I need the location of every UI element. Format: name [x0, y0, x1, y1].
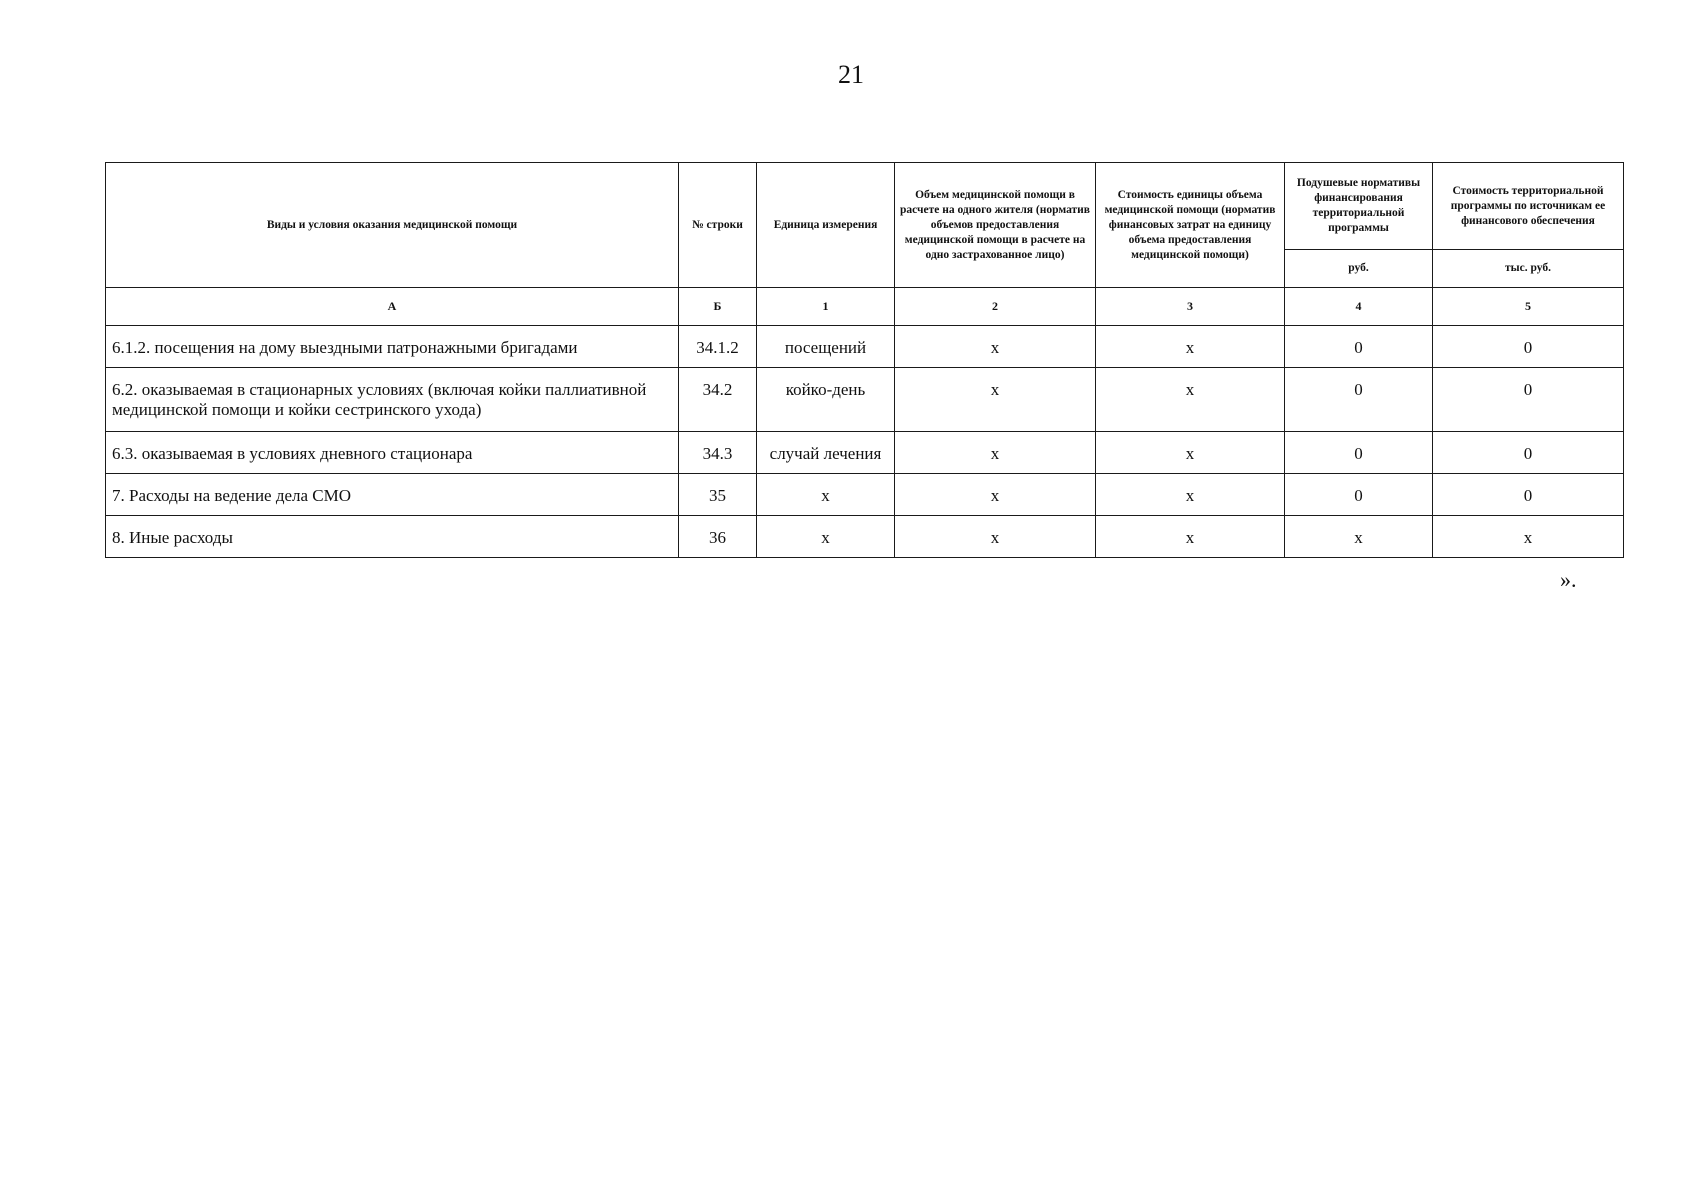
cell-type: 6.3. оказываемая в условиях дневного стационара: [106, 432, 679, 474]
page-number: 21: [838, 60, 864, 89]
header-volume: Объем медицинской помощи в расчете на одного жителя (норматив объемов предоставления медицинской помощи в расчете на одно застрахованное лицо): [895, 163, 1096, 288]
header-per-capita-unit: руб.: [1285, 250, 1433, 288]
cell-row-number: 34.2: [679, 368, 757, 432]
cell-volume: х: [895, 368, 1096, 432]
header-row: [106, 163, 1624, 250]
cell-program-cost: 0: [1433, 326, 1624, 368]
cell-row-number: 35: [679, 474, 757, 516]
header-unit: Единица измерения: [757, 163, 895, 288]
cell-unit-cost: х: [1096, 432, 1285, 474]
column-index-row: [106, 288, 1624, 326]
cell-row-number: 36: [679, 516, 757, 558]
cell-program-cost: 0: [1433, 368, 1624, 432]
cell-row-number: 34.3: [679, 432, 757, 474]
table-row: [106, 474, 1624, 516]
cell-per-capita: 0: [1285, 326, 1433, 368]
table-row: [106, 326, 1624, 368]
cell-unit-cost: х: [1096, 516, 1285, 558]
cell-type: 6.2. оказываемая в стационарных условиях (включая койки паллиативной медицинской помощи и койки сестринского ухода): [106, 368, 679, 432]
cell-unit: х: [757, 474, 895, 516]
column-index: 1: [757, 288, 895, 326]
cell-per-capita: 0: [1285, 432, 1433, 474]
cell-per-capita: х: [1285, 516, 1433, 558]
column-index: Б: [679, 288, 757, 326]
cell-unit-cost: х: [1096, 368, 1285, 432]
closing-quote-mark: ».: [1560, 567, 1577, 592]
cell-row-number: 34.1.2: [679, 326, 757, 368]
cell-type: 6.1.2. посещения на дому выездными патронажными бригадами: [106, 326, 679, 368]
header-type: Виды и условия оказания медицинской помощи: [106, 163, 679, 288]
cell-per-capita: 0: [1285, 474, 1433, 516]
column-index: 4: [1285, 288, 1433, 326]
cell-volume: х: [895, 516, 1096, 558]
cell-volume: х: [895, 326, 1096, 368]
cell-type: 7. Расходы на ведение дела СМО: [106, 474, 679, 516]
cell-program-cost: 0: [1433, 432, 1624, 474]
cell-type: 8. Иные расходы: [106, 516, 679, 558]
cell-program-cost: 0: [1433, 474, 1624, 516]
cell-unit: х: [757, 516, 895, 558]
column-index: 3: [1096, 288, 1285, 326]
financing-table: [105, 162, 1624, 558]
table-row: [106, 516, 1624, 558]
header-unit-cost: Стоимость единицы объема медицинской помощи (норматив финансовых затрат на единицу объема предоставления медицинской помощи): [1096, 163, 1285, 288]
table-row: [106, 368, 1624, 432]
cell-per-capita: 0: [1285, 368, 1433, 432]
cell-unit: койко-день: [757, 368, 895, 432]
header-program-cost-unit: тыс. руб.: [1433, 250, 1624, 288]
column-index: А: [106, 288, 679, 326]
column-index: 5: [1433, 288, 1624, 326]
cell-unit-cost: х: [1096, 474, 1285, 516]
header-per-capita: Подушевые нормативы финансирования территориальной программы: [1285, 163, 1433, 250]
cell-volume: х: [895, 474, 1096, 516]
cell-unit: случай лечения: [757, 432, 895, 474]
cell-unit-cost: х: [1096, 326, 1285, 368]
column-index: 2: [895, 288, 1096, 326]
cell-volume: х: [895, 432, 1096, 474]
table-row: [106, 432, 1624, 474]
cell-program-cost: х: [1433, 516, 1624, 558]
header-row-number: № строки: [679, 163, 757, 288]
header-program-cost: Стоимость территориальной программы по источникам ее финансового обеспечения: [1433, 163, 1624, 250]
cell-unit: посещений: [757, 326, 895, 368]
